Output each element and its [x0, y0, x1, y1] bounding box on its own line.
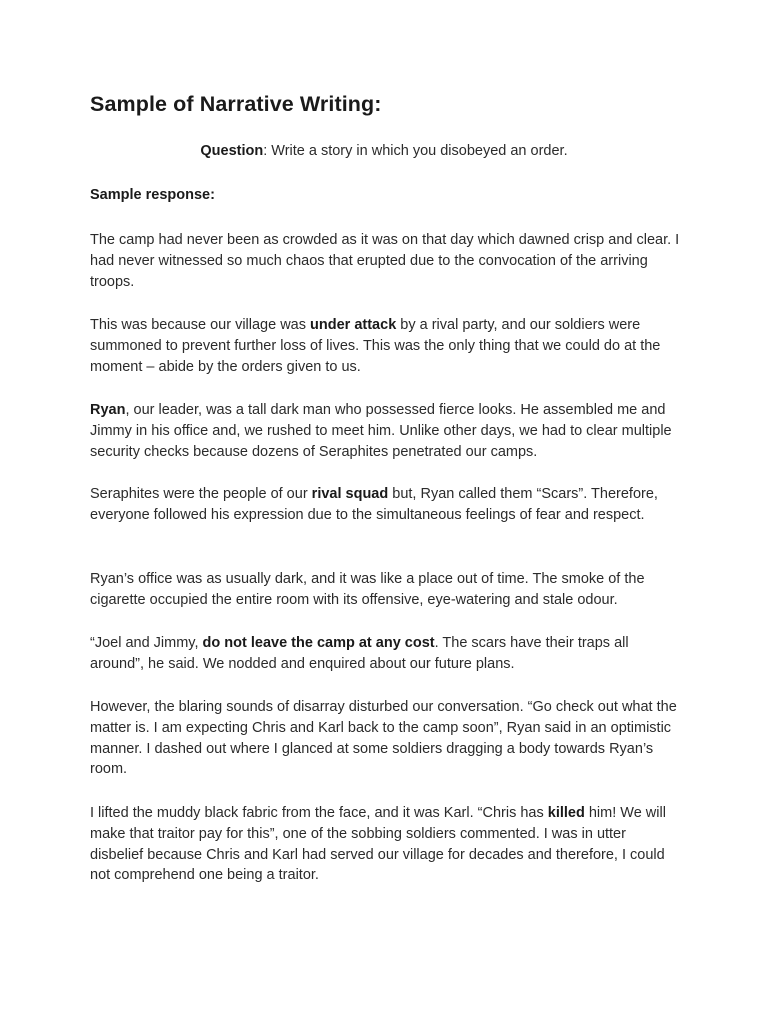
paragraph-6: [90, 633, 680, 675]
paragraph-8: [90, 803, 680, 886]
paragraph-8-text-a: I lifted the muddy black fabric from the face, and it was Karl. “Chris has: [90, 805, 548, 821]
paragraph-2-text-c: by a rival party, and our soldiers were summoned to prevent further loss of lives. This was the only thing that we could do at the moment – abide by the orders given to us.: [90, 317, 661, 375]
paragraph-1: [90, 230, 680, 292]
question-label: Question: [200, 143, 264, 159]
paragraph-1-text: The camp had never been as crowded as it was on that day which dawned crisp and clear. I had never witnessed so much chaos that erupted due to the convocation of the arriving troops.: [90, 232, 680, 290]
paragraph-5-text: Ryan’s office was as usually dark, and it was like a place out of time. The smoke of the cigarette occupied the entire room with its offensive, eye-watering and stale odour.: [90, 571, 645, 608]
sample-response-label: Sample response:: [90, 187, 215, 203]
paragraph-4-text-c: but, Ryan called them “Scars”. Therefore, everyone followed his expression due to the simultaneous feelings of fear and respect.: [90, 486, 658, 523]
paragraph-7-text: However, the blaring sounds of disarray disturbed our conversation. “Go check out what the matter is. I am expecting Chris and Karl back to the camp soon”, Ryan said in an optimistic manner. I dashed out where I glanced at some soldiers dragging a body towards Ryan’s room.: [90, 699, 677, 778]
document-title: Sample of Narrative Writing:: [90, 92, 382, 116]
paragraph-3-emphasis: Ryan: [90, 402, 126, 418]
question-text: : Write a story in which you disobeyed an order.: [263, 143, 568, 159]
paragraph-2-text-a: This was because our village was: [90, 317, 311, 333]
paragraph-3-text-b: , our leader, was a tall dark man who possessed fierce looks. He assembled me and Jimmy in his office and, we rushed to meet him. Unlike other days, we had to clear multiple security checks because dozens of Seraphites penetrated our camps.: [90, 402, 672, 460]
paragraph-2-emphasis: under attack: [310, 317, 397, 333]
question-line: [0, 143, 768, 159]
paragraph-4-emphasis: rival squad: [311, 486, 389, 502]
paragraph-4: [90, 484, 680, 526]
paragraph-8-text-c: him! We will make that traitor pay for this”, one of the sobbing soldiers commented. I was in utter disbelief because Chris and Karl had served our village for decades and therefore, I could not comprehend one being a traitor.: [90, 805, 666, 884]
paragraph-5: [90, 569, 680, 611]
paragraph-4-text-a: Seraphites were the people of our: [90, 486, 312, 502]
paragraph-8-emphasis: killed: [547, 805, 585, 821]
paragraph-3: [90, 400, 680, 462]
paragraph-2: [90, 315, 680, 377]
paragraph-7: [90, 697, 680, 780]
paragraph-6-text-c: . The scars have their traps all around”, he said. We nodded and enquired about our future plans.: [90, 635, 629, 672]
paragraph-6-emphasis: do not leave the camp at any cost: [202, 635, 435, 651]
paragraph-6-text-a: “Joel and Jimmy,: [90, 635, 203, 651]
